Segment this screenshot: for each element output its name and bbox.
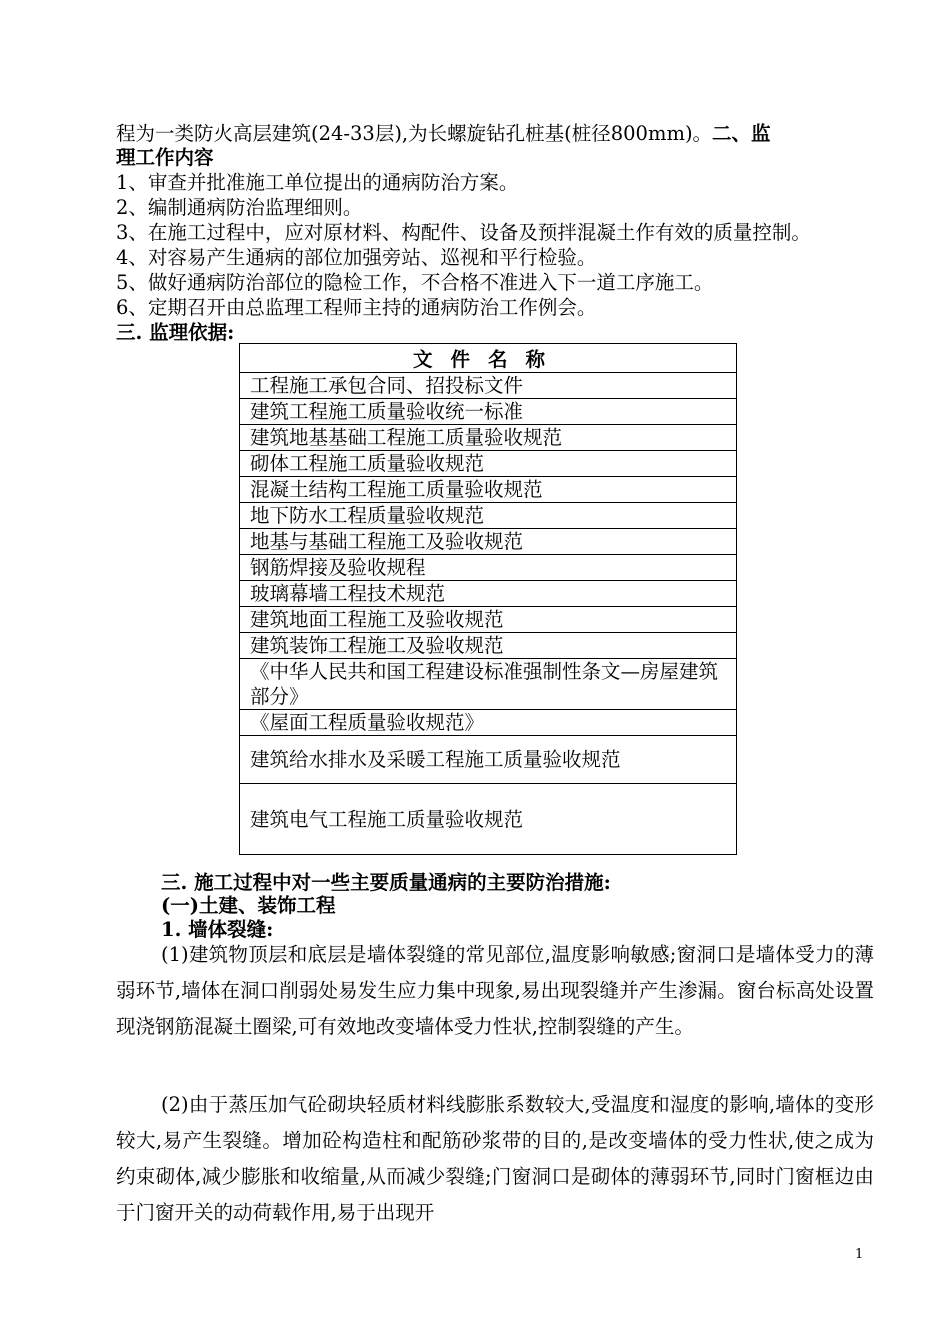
table-row [240, 555, 737, 581]
table-cell: 工程施工承包合同、招投标文件 [240, 373, 737, 399]
subsection-1-heading: (一)土建、装饰工程 [161, 894, 336, 917]
table-cell: 《中华人民共和国工程建设标准强制性条文—房屋建筑部分》 [240, 659, 737, 710]
table-cell: 《屋面工程质量验收规范》 [240, 710, 737, 736]
section2-heading-end: 理工作内容 [116, 146, 214, 169]
subsection-1-1-heading: 1. 墙体裂缝: [161, 918, 274, 941]
work-item-3: 3、在施工过程中，应对原材料、构配件、设备及预拌混凝土作有效的质量控制。 [116, 221, 811, 244]
table-row [240, 529, 737, 555]
table-row [240, 477, 737, 503]
table-cell: 钢筋焊接及验收规程 [240, 555, 737, 581]
table-row [240, 736, 737, 784]
table-header-row [240, 344, 737, 373]
intro-line-1 [116, 121, 771, 147]
work-item-4: 4、对容易产生通病的部位加强旁站、巡视和平行检验。 [116, 246, 597, 269]
work-item-5: 5、做好通病防治部位的隐检工作，不合格不准进入下一道工序施工。 [116, 271, 714, 294]
table-row [240, 710, 737, 736]
table-cell: 地下防水工程质量验收规范 [240, 503, 737, 529]
table-row [240, 633, 737, 659]
table-row [240, 373, 737, 399]
intro-text: 程为一类防火高层建筑(24-33层),为长螺旋钻孔桩基(桩径800mm)。 [116, 122, 713, 145]
basis-heading: 三. 监理依据: [116, 321, 235, 344]
work-item-2: 2、编制通病防治监理细则。 [116, 196, 363, 219]
table-row [240, 659, 737, 710]
table-row [240, 451, 737, 477]
work-item-1: 1、审查并批准施工单位提出的通病防治方案。 [116, 171, 519, 194]
section3-heading: 三. 施工过程中对一些主要质量通病的主要防治措施: [161, 871, 611, 894]
table-cell: 建筑地基基础工程施工质量验收规范 [240, 425, 737, 451]
table-cell: 地基与基础工程施工及验收规范 [240, 529, 737, 555]
paragraph-1: (1)建筑物顶层和底层是墙体裂缝的常见部位,温度影响敏感;窗洞口是墙体受力的薄弱环节,墙体在洞口削弱处易发生应力集中现象,易出现裂缝并产生渗漏。窗台标高处设置现浇钢筋混凝土圈梁,可有效地改变墙体受力性状,控制裂缝的产生。 [116, 943, 874, 1038]
table-cell: 建筑装饰工程施工及验收规范 [240, 633, 737, 659]
table-row [240, 581, 737, 607]
table-cell: 建筑地面工程施工及验收规范 [240, 607, 737, 633]
table-cell: 砌体工程施工质量验收规范 [240, 451, 737, 477]
table-row [240, 399, 737, 425]
table-header: 文件名称 [240, 344, 737, 373]
table-cell: 建筑给水排水及采暖工程施工质量验收规范 [240, 736, 737, 784]
page-number: 1 [855, 1247, 864, 1262]
table-cell: 建筑工程施工质量验收统一标准 [240, 399, 737, 425]
table-cell: 建筑电气工程施工质量验收规范 [240, 784, 737, 855]
table-cell: 混凝土结构工程施工质量验收规范 [240, 477, 737, 503]
table-row [240, 503, 737, 529]
table-row [240, 607, 737, 633]
work-item-6: 6、定期召开由总监理工程师主持的通病防治工作例会。 [116, 296, 597, 319]
paragraph-2: (2)由于蒸压加气砼砌块轻质材料线膨胀系数较大,受温度和湿度的影响,墙体的变形较大,易产生裂缝。增加砼构造柱和配筋砂浆带的目的,是改变墙体的受力性状,使之成为约束砌体,减少膨胀和收缩量,从而减少裂缝;门窗洞口是砌体的薄弱环节,同时门窗框边由于门窗开关的动荷载作用,易于出现开 [116, 1093, 874, 1224]
table-row [240, 425, 737, 451]
table-row [240, 784, 737, 855]
documents-table [239, 343, 737, 855]
table-cell: 玻璃幕墙工程技术规范 [240, 581, 737, 607]
section2-heading-start: 二、监 [712, 122, 771, 145]
